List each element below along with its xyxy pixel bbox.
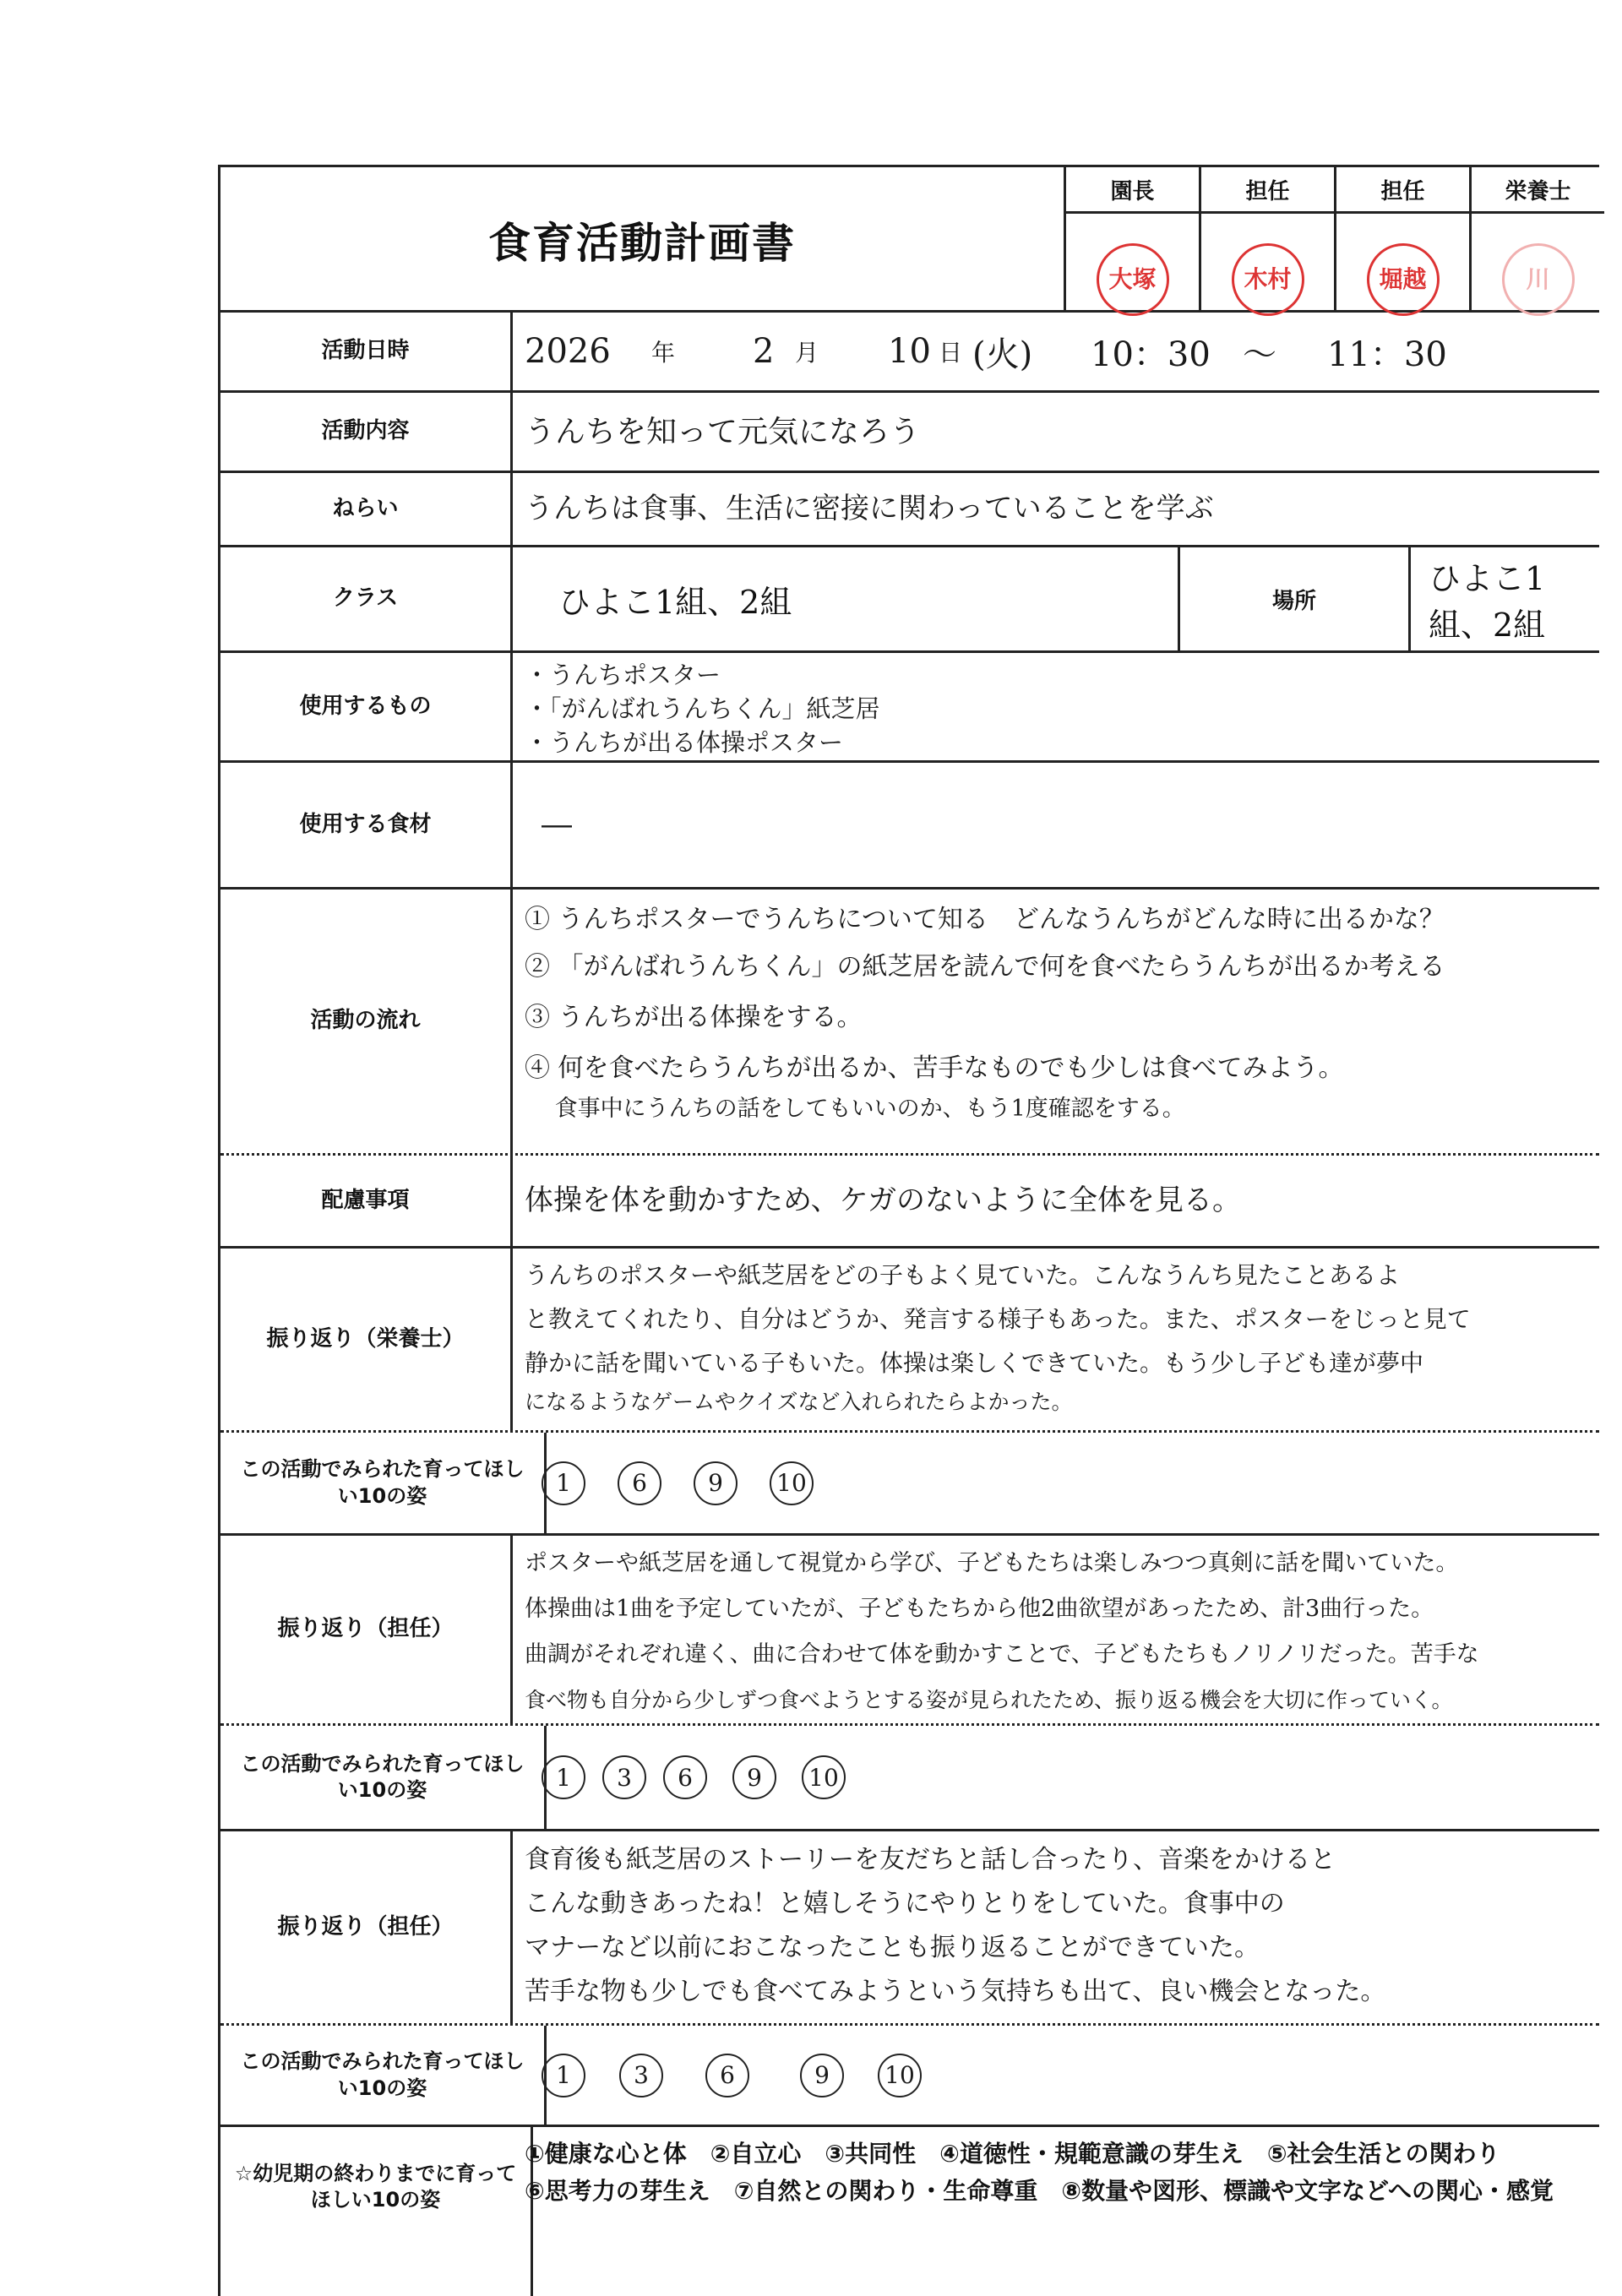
items-row bbox=[220, 653, 1599, 763]
end-time: 11：30 bbox=[1327, 335, 1447, 374]
review-teacher-row-2 bbox=[220, 1831, 1599, 2026]
flow-line: 食事中にうんちの話をしてもいいのか、もう1度確認をする。 bbox=[525, 1096, 1185, 1122]
sugata-number: 1 bbox=[542, 1755, 585, 1799]
review-line: 曲調がそれぞれ違く、曲に合わせて体を動かすことで、子どもたちもノリノリだった。苦手な bbox=[525, 1641, 1479, 1668]
aim-value: うんちは食事、生活に密接に関わっていることを学ぶ bbox=[525, 492, 1214, 526]
year-value: 2026 bbox=[525, 332, 611, 371]
sugata-number: 6 bbox=[663, 1755, 707, 1799]
tensugata-label: この活動でみられた育ってほしい10の姿 bbox=[220, 1726, 547, 1829]
weekday-value: (火) bbox=[972, 335, 1033, 374]
flow-label: 活動の流れ bbox=[220, 890, 513, 1153]
seal-stamp: 木村 bbox=[1232, 243, 1304, 316]
flow-line: ① うんちポスターでうんちについて知る どんなうんちがどんな時に出るかな？ bbox=[525, 905, 1445, 934]
seal-stamp: 大塚 bbox=[1097, 243, 1169, 316]
flow-row bbox=[220, 890, 1599, 1156]
review-teacher-label: 振り返り（担任） bbox=[220, 1536, 513, 1723]
review-line: うんちのポスターや紙芝居をどの子もよく見ていた。こんなうんち見たことあるよ bbox=[525, 1261, 1401, 1289]
stamp-nutritionist bbox=[1472, 167, 1604, 313]
tensugata-label: この活動でみられた育ってほしい10の姿 bbox=[220, 2026, 547, 2125]
aim-row bbox=[220, 473, 1599, 547]
class-value: ひよこ1組、2組 bbox=[558, 583, 792, 621]
year-unit: 年 bbox=[651, 339, 676, 367]
stamp-principal bbox=[1066, 167, 1201, 313]
care-label: 配慮事項 bbox=[220, 1156, 513, 1246]
stamp-teacher-2 bbox=[1336, 167, 1472, 313]
content-label: 活動内容 bbox=[220, 393, 513, 471]
legend-row bbox=[220, 2127, 1599, 2296]
date-row bbox=[220, 313, 1599, 393]
flow-line: ③ うんちが出る体操をする。 bbox=[525, 1003, 863, 1032]
item-line: ・うんちが出る体操ポスター bbox=[525, 728, 844, 757]
sugata-number: 10 bbox=[802, 1755, 846, 1799]
review-nutritionist-row bbox=[220, 1249, 1599, 1433]
review-line: こんな動きあったね！と嬉しそうにやりとりをしていた。食事中の bbox=[525, 1889, 1285, 1918]
seal-stamp: 堀越 bbox=[1367, 243, 1440, 316]
tensugata-row-1 bbox=[220, 1433, 1599, 1536]
stamp-role: 園長 bbox=[1066, 167, 1199, 214]
day-unit: 日 bbox=[939, 339, 963, 367]
sugata-number: 3 bbox=[602, 1755, 646, 1799]
sugata-number: 1 bbox=[542, 1461, 585, 1505]
review-teacher-row-1 bbox=[220, 1536, 1599, 1726]
month-value: 2 bbox=[753, 332, 775, 371]
date-bar bbox=[525, 328, 1591, 376]
sugata-number: 1 bbox=[542, 2054, 585, 2097]
sugata-number: 9 bbox=[800, 2054, 844, 2097]
food-value: ― bbox=[542, 808, 572, 842]
sugata-number: 3 bbox=[619, 2054, 663, 2097]
content-row bbox=[220, 393, 1599, 473]
tensugata-label: この活動でみられた育ってほしい10の姿 bbox=[220, 1433, 547, 1533]
activity-plan-sheet bbox=[218, 165, 1599, 2296]
sugata-number: 10 bbox=[770, 1461, 814, 1505]
review-line: と教えてくれたり、自分はどうか、発言する様子もあった。また、ポスターをじっと見て bbox=[525, 1305, 1471, 1333]
care-row bbox=[220, 1156, 1599, 1249]
sugata-number: 9 bbox=[694, 1461, 738, 1505]
review-line: 体操曲は1曲を予定していたが、子どもたちから他2曲欲望があったため、計3曲行った。 bbox=[525, 1596, 1434, 1622]
food-row bbox=[220, 763, 1599, 890]
place-value: ひよこ1組、2組 bbox=[1429, 560, 1546, 644]
review-line: ポスターや紙芝居を通して視覚から学び、子どもたちは楽しみつつ真剣に話を聞いていた。 bbox=[525, 1550, 1459, 1576]
start-time: 10：30 bbox=[1091, 335, 1211, 374]
review-line: 静かに話を聞いている子もいた。体操は楽しくできていた。もう少し子ども達が夢中 bbox=[525, 1349, 1424, 1377]
review-line: 食べ物も自分から少しずつ食べようとする姿が見られたため、振り返る機会を大切に作っていく。 bbox=[525, 1688, 1453, 1712]
sugata-number: 9 bbox=[732, 1755, 776, 1799]
class-row bbox=[220, 547, 1599, 653]
review-line: になるようなゲームやクイズなど入れられたらよかった。 bbox=[525, 1390, 1073, 1414]
review-teacher-label: 振り返り（担任） bbox=[220, 1831, 513, 2023]
legend-line: ⑥思考力の芽生え ⑦自然との関わり・生命尊重 ⑧数量や図形、標識や文字などへの関心・感覚 bbox=[525, 2177, 1554, 2205]
items-label: 使用するもの bbox=[220, 653, 513, 760]
date-label: 活動日時 bbox=[220, 313, 513, 390]
place-label: 場所 bbox=[1178, 547, 1411, 650]
tensugata-row-2 bbox=[220, 1726, 1599, 1831]
legend-label: ☆幼児期の終わりまでに育ってほしい10の姿 bbox=[220, 2127, 533, 2296]
month-unit: 月 bbox=[795, 339, 819, 367]
sugata-number: 10 bbox=[878, 2054, 922, 2097]
tensugata-row-3 bbox=[220, 2026, 1599, 2127]
seal-stamp: 川 bbox=[1502, 243, 1575, 316]
date-value bbox=[525, 313, 1591, 390]
legend-text bbox=[525, 2135, 1599, 2210]
review-nutritionist-label: 振り返り（栄養士） bbox=[220, 1249, 513, 1430]
item-line: ・「がんばれうんちくん」紙芝居 bbox=[525, 694, 880, 723]
stamp-role: 担任 bbox=[1201, 167, 1334, 214]
stamp-role: 担任 bbox=[1336, 167, 1469, 214]
sugata-number: 6 bbox=[618, 1461, 661, 1505]
item-line: ・うんちポスター bbox=[525, 661, 721, 689]
content-value: うんちを知って元気になろう bbox=[525, 414, 921, 449]
stamp-role: 栄養士 bbox=[1472, 167, 1604, 214]
flow-line: ④ 何を食べたらうんちが出るか、苦手なものでも少しは食べてみよう。 bbox=[525, 1053, 1344, 1083]
care-value: 体操を体を動かすため、ケガのないように全体を見る。 bbox=[525, 1183, 1241, 1218]
food-label: 使用する食材 bbox=[220, 763, 513, 887]
document-title: 食育活動計画書 bbox=[220, 167, 1066, 313]
flow-line: ② 「がんばれうんちくん」の紙芝居を読んで何を食べたらうんちが出るか考える bbox=[525, 952, 1445, 982]
stamp-teacher-1 bbox=[1201, 167, 1336, 313]
time-separator: ～ bbox=[1243, 335, 1276, 374]
class-label: クラス bbox=[220, 547, 513, 650]
legend-line: ①健康な心と体 ②自立心 ③共同性 ④道徳性・規範意識の芽生え ⑤社会生活との関わり bbox=[525, 2140, 1500, 2168]
review-line: マナーなど以前におこなったことも振り返ることができていた。 bbox=[525, 1933, 1260, 1962]
review-line: 苦手な物も少しでも食べてみようという気持ちも出て、良い機会となった。 bbox=[525, 1977, 1386, 2006]
review-line: 食育後も紙芝居のストーリーを友だちと話し合ったり、音楽をかけると bbox=[525, 1845, 1336, 1874]
sugata-number: 6 bbox=[705, 2054, 749, 2097]
day-value: 10 bbox=[888, 332, 931, 371]
header-row bbox=[220, 167, 1599, 313]
aim-label: ねらい bbox=[220, 473, 513, 545]
